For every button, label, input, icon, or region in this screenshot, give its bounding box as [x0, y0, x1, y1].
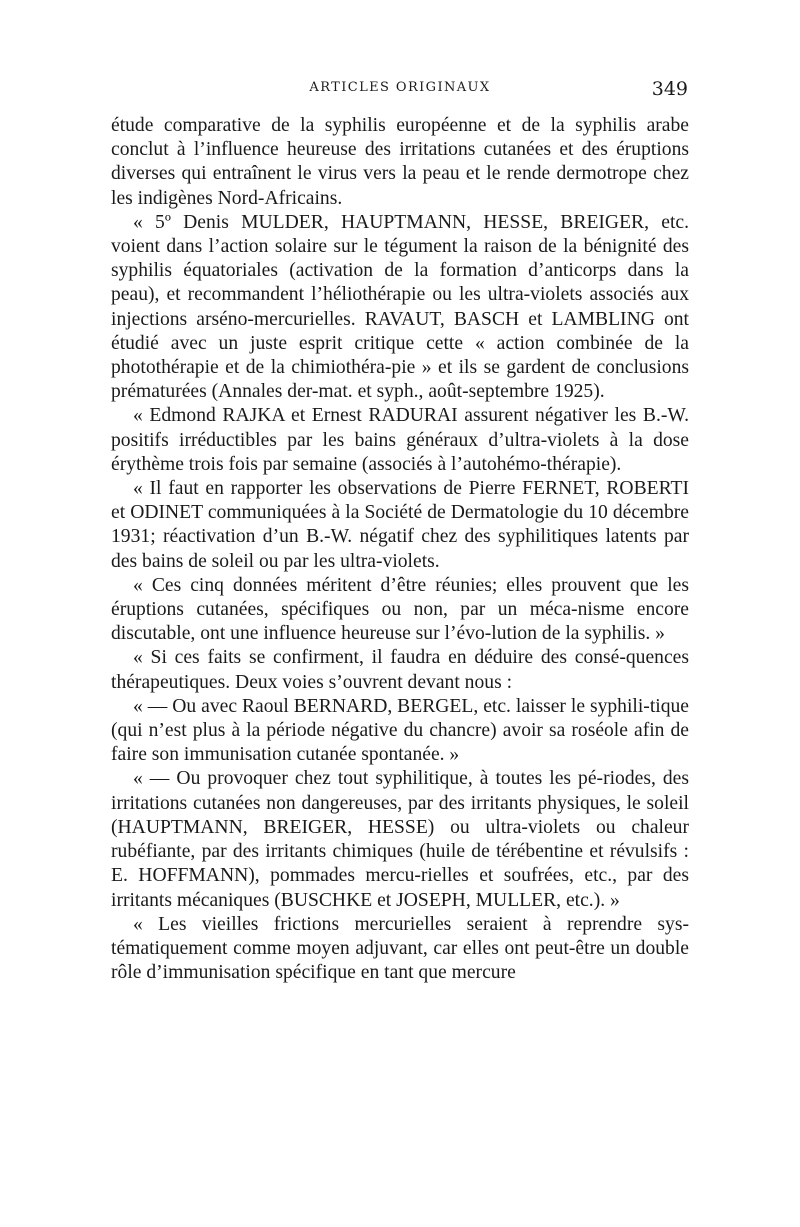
page-number: 349	[651, 78, 688, 100]
running-head	[112, 78, 688, 100]
running-title: ARTICLES ORIGINAUX	[309, 80, 491, 95]
paragraph: « Si ces faits se confirment, il faudra en déduire des consé-quences thérapeutiques. Deux voies s’ouvrent devant nous :	[111, 647, 689, 693]
paragraph: « Les vieilles frictions mercurielles seraient à reprendre sys-tématiquement comme moyen adjuvant, car elles ont peut-être un double rôle d’immunisation spécifique en tant que mercure	[111, 913, 689, 984]
paragraph: « — Ou provoquer chez tout syphilitique, à toutes les pé-riodes, des irritations cutanées non dangereuses, par des irritants physiques, le soleil (HAUPTMANN, BREIGER, HESSE) ou ultra-violets ou chaleur rubéfiante, par des irritants chimiques (huile de térébentine et révulsifs : E. HOFFMANN), pommades mercu-rielles et soufrées, etc., par des irritants mécaniques (BUSCHKE et JOSEPH, MULLER, etc.). »	[111, 768, 689, 911]
paragraph: « Ces cinq données méritent d’être réunies; elles prouvent que les éruptions cutanées, spécifiques ou non, par un méca-nisme encore discutable, ont une influence heureuse sur l’évo-lution de la syphilis. »	[111, 574, 689, 645]
paragraph: étude comparative de la syphilis européenne et de la syphilis arabe conclut à l’influence heureuse des irritations cutanées et des éruptions diverses qui entraînent le virus vers la peau et le rende dermotrope chez les indigènes Nord-Africains.	[111, 115, 689, 209]
body-text	[111, 114, 689, 985]
paragraph: « Il faut en rapporter les observations de Pierre FERNET, ROBERTI et ODINET communiquées à la Société de Dermatologie du 10 décembre 1931; réactivation d’un B.-W. négatif chez des syphilitiques latents par des bains de soleil ou par les ultra-violets.	[111, 478, 689, 572]
paragraph: « Edmond RAJKA et Ernest RADURAI assurent négativer les B.-W. positifs irréductibles par les bains généraux d’ultra-violets à la dose érythème trois fois par semaine (associés à l’autohémo-thérapie).	[111, 405, 689, 475]
paragraph: « 5º Denis MULDER, HAUPTMANN, HESSE, BREIGER, etc. voient dans l’action solaire sur le tégument la raison de la bénignité des syphilis équatoriales (activation de la formation d’anticorps dans la peau), et recommandent l’héliothérapie ou les ultra-violets associés aux injections arséno-mercurielles. RAVAUT, BASCH et LAMBLING ont étudié avec un juste esprit critique cette « action combinée de la photothérapie et de la chimiothéra-pie » et ils se gardent de conclusions prématurées (Annales der-mat. et syph., août-septembre 1925).	[111, 211, 689, 403]
paragraph: « — Ou avec Raoul BERNARD, BERGEL, etc. laisser le syphili-tique (qui n’est plus à la période négative du chancre) avoir sa roséole afin de faire son immunisation cutanée spontanée. »	[111, 695, 689, 766]
